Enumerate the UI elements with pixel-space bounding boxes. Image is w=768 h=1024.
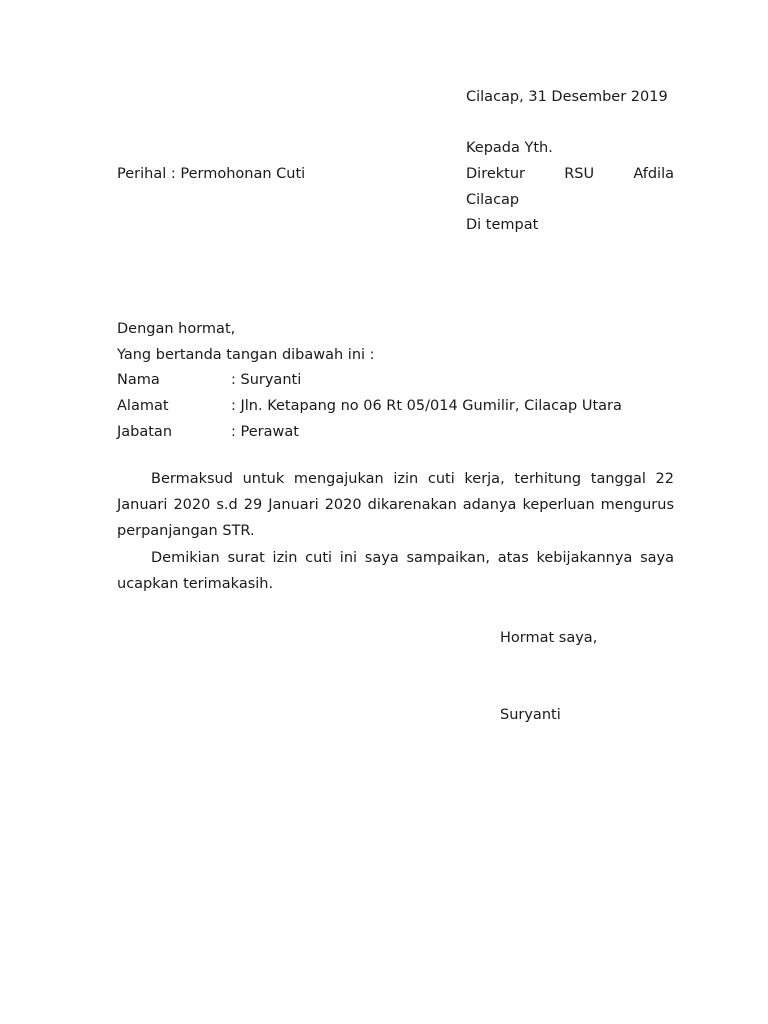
- body-paragraph-2-text: Demikian surat izin cuti ini saya sampaikan, atas kebijakannya saya ucapkan terimakasih.: [117, 550, 674, 592]
- recipient-line-2: Cilacap: [466, 192, 520, 208]
- date-line: Cilacap, 31 Desember 2019: [466, 89, 668, 105]
- recipient-line-1: [466, 165, 674, 183]
- recipient-word-afdila: Afdila: [633, 166, 674, 182]
- field-nama-value: : Suryanti: [231, 372, 302, 388]
- field-alamat-value: : Jln. Ketapang no 06 Rt 05/014 Gumilir, Cilacap Utara: [231, 398, 622, 414]
- closing-phrase: Hormat saya,: [500, 630, 598, 646]
- subject-line: Perihal : Permohonan Cuti: [117, 166, 306, 182]
- field-alamat-label: Alamat: [117, 398, 169, 414]
- body-paragraph-1-text: Bermaksud untuk mengajukan izin cuti kerja, terhitung tanggal 22 Januari 2020 s.d 29 Januari 2020 dikarenakan adanya keperluan mengurus perpanjangan STR.: [117, 471, 674, 539]
- field-nama-label: Nama: [117, 372, 160, 388]
- opening-greeting: Dengan hormat,: [117, 321, 236, 337]
- recipient-word-rsu: RSU: [564, 166, 595, 182]
- recipient-word-direktur: Direktur: [466, 166, 525, 182]
- body-paragraph-2: [117, 545, 674, 597]
- signature-name: Suryanti: [500, 707, 561, 723]
- body-paragraph-1: [117, 466, 674, 544]
- field-jabatan-value: : Perawat: [231, 424, 299, 440]
- field-jabatan-label: Jabatan: [117, 424, 173, 440]
- recipient-line-3: Di tempat: [466, 217, 539, 233]
- opening-intro: Yang bertanda tangan dibawah ini :: [117, 347, 375, 363]
- recipient-greeting: Kepada Yth.: [466, 140, 553, 156]
